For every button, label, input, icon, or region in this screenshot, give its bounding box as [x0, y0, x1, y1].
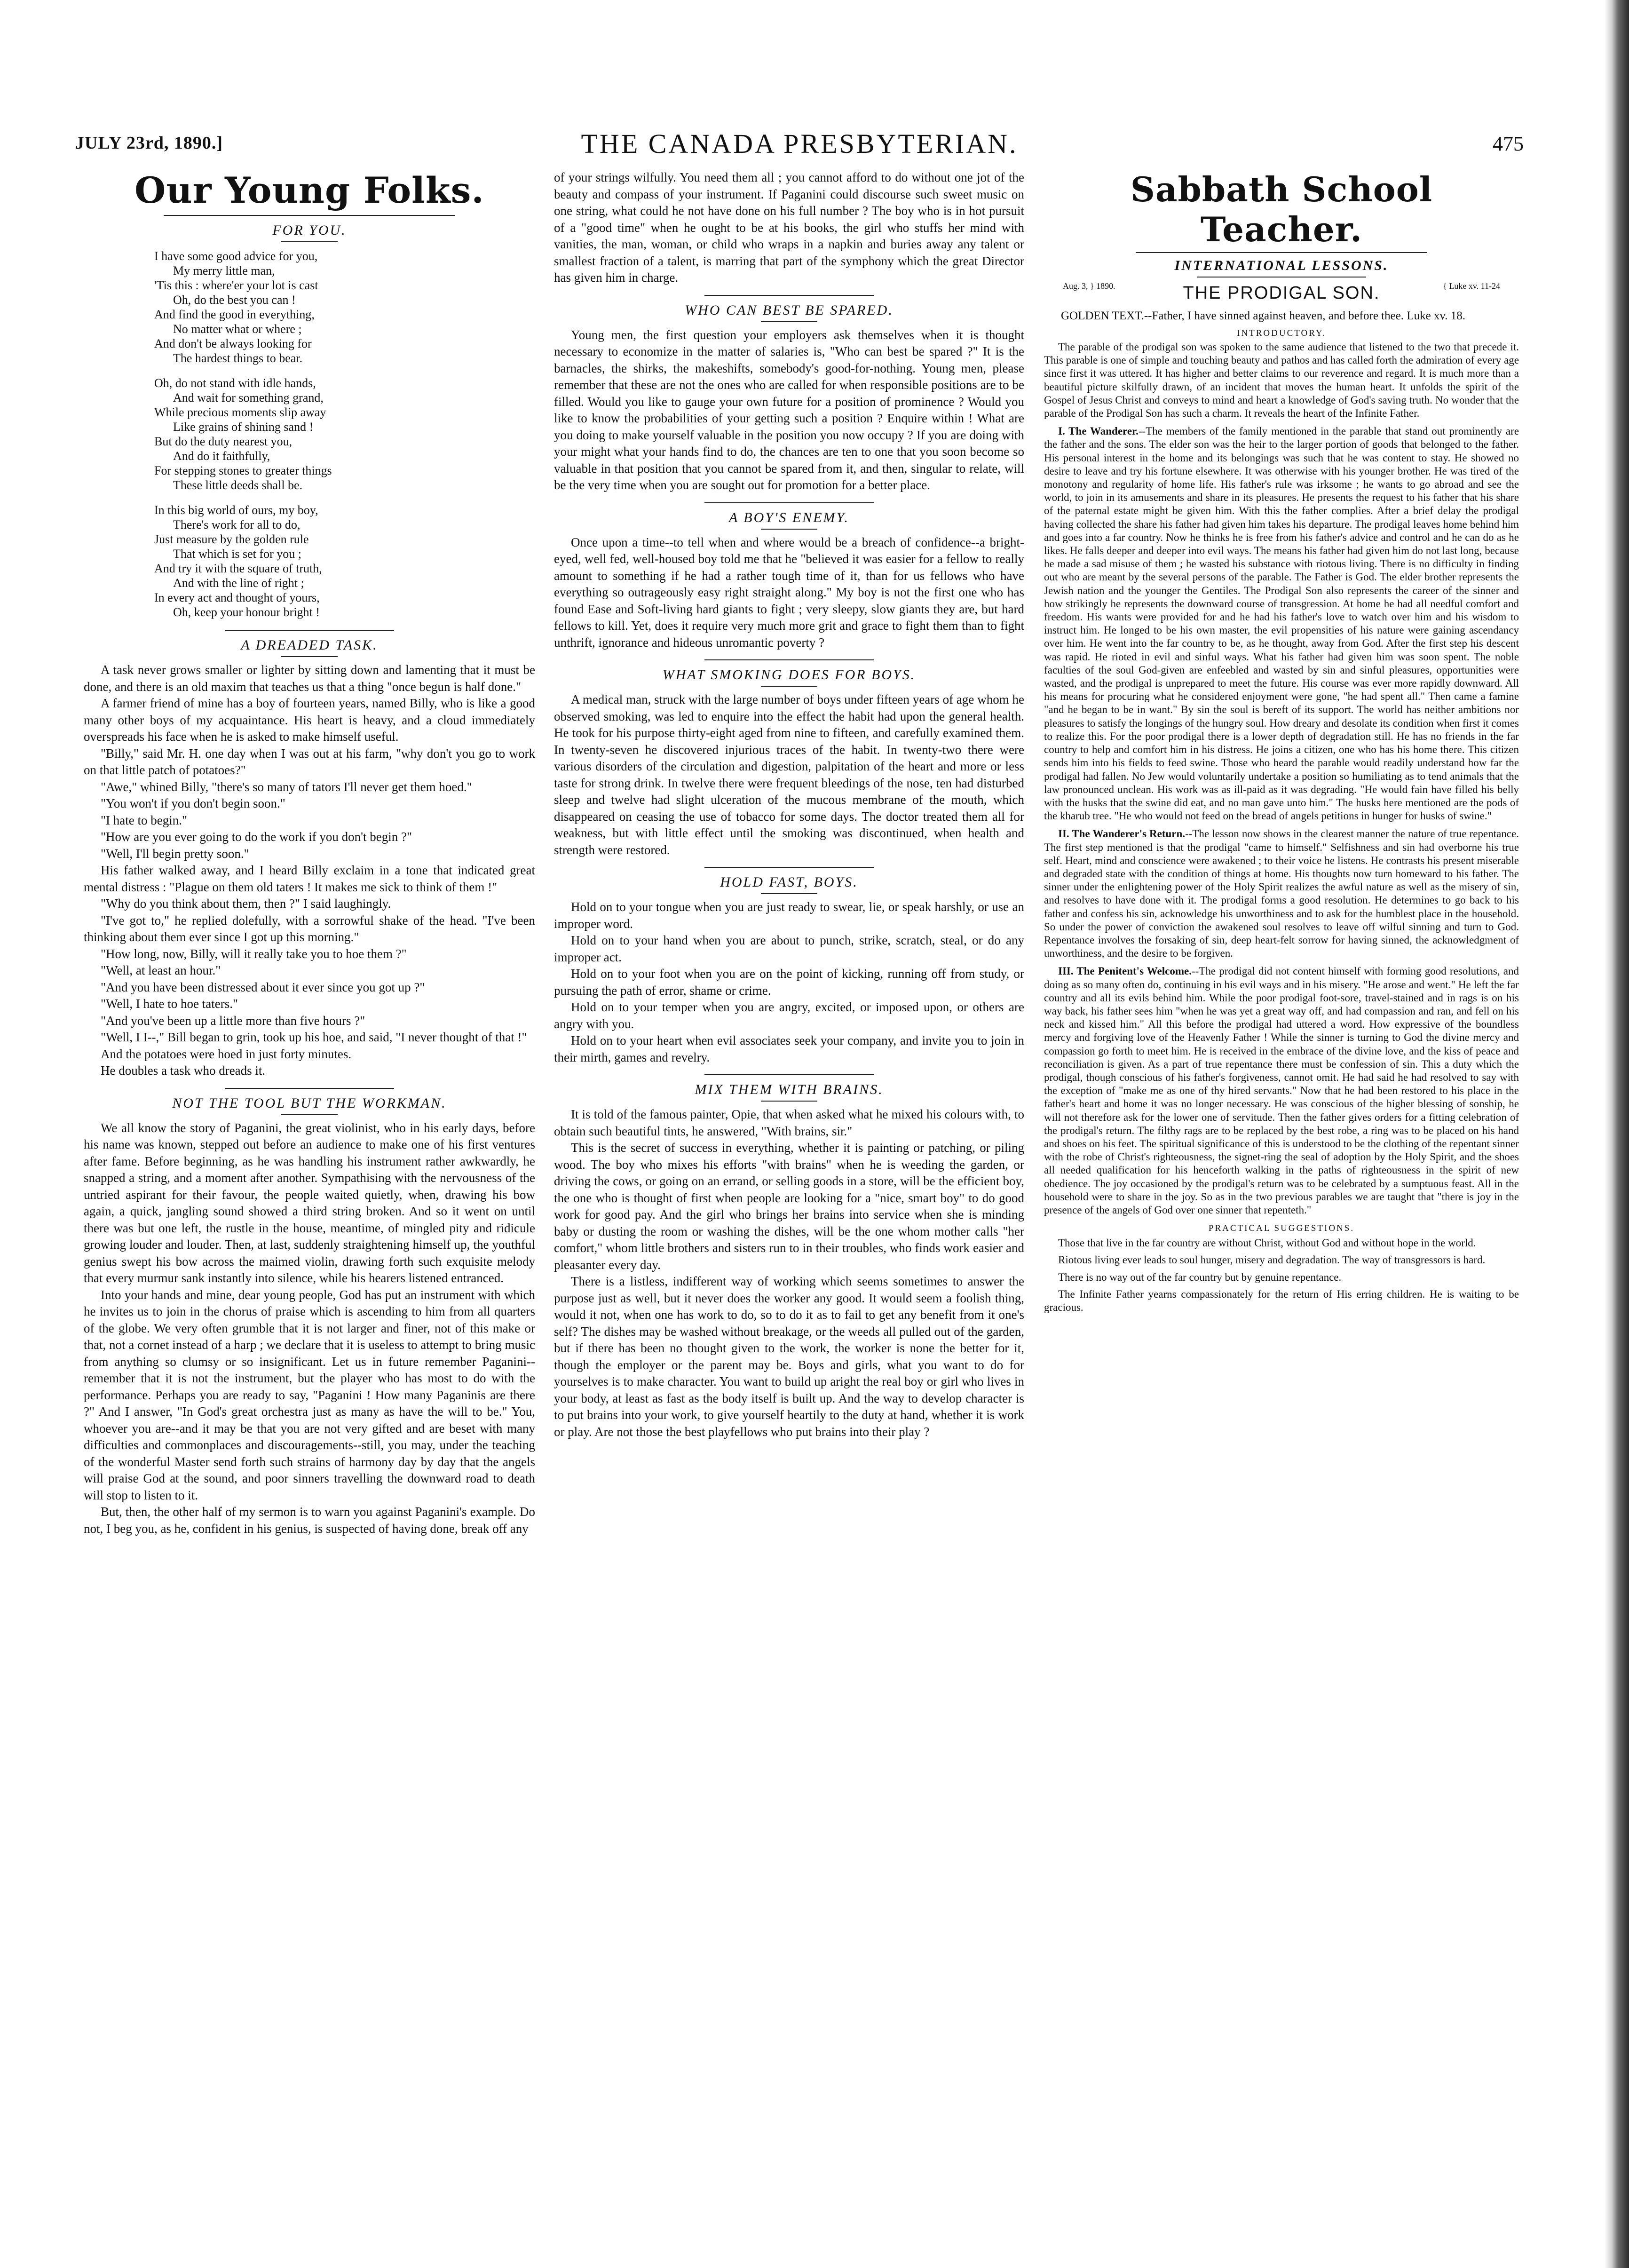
divider [1136, 252, 1427, 253]
paragraph: "I hate to begin." [101, 813, 187, 827]
poem-line: 'Tis this : where'er your lot is cast [154, 278, 318, 292]
poem-line: And don't be always looking for [154, 337, 312, 350]
paragraph: A medical man, struck with the large number of boys under fifteen years of age whom he observed smoking, was led to enquire into the effect the habit had upon the general health. He took for his purpose thirty-eight aged from nine to fifteen, and carefully examined them. In twenty-seven he discovered injurious traces of the habit. In twenty-two there were various disorders of the circulation and digestion, palpitation of the heart and more or less taste for strong drink. In twelve there were frequent bleedings of the nose, ten had disturbed sleep and twelve had slight ulceration of the mucous membrane of the mouth, which disappeared on ceasing the use of tobacco for some days. The doctor treated them all for weakness, but with little effect until the smoking was discontinued, when health and strength were restored. [554, 692, 1024, 857]
poem-line: While precious moments slip away [154, 405, 326, 419]
poem-line: Like grains of shining sand ! [173, 420, 314, 434]
poem-line: I have some good advice for you, [154, 249, 318, 263]
divider [761, 321, 817, 322]
divider [704, 295, 874, 296]
paragraph: "I've got to," he replied dolefully, with a sorrowful shake of the head. "I've been thinking about them ever since I got up this morning." [84, 913, 535, 944]
poem-line: And do it faithfully, [173, 449, 270, 463]
divider [704, 659, 874, 660]
paragraph: Into your hands and mine, dear young people, God has put an instrument with which he invites us to join in the chorus of praise which is ascending to him from all quarters of the globe. We very often grumble that it is not larger and finer, not of this make or that, not a cornet instead of a harp ; we declare that it is useless to attempt to bring music from anything so clumsy or so insignificant. Let us in future remember Paganini--remember that it is not the instrument, but the player who has most to do with the performance. Perhaps you are ready to say, "Paganini ! How many Paganinis are there ?" And I answer, "In God's great orchestra just as many as have the will to be." You, whoever you are--and it may be that you are not very gifted and are beset with many difficulties and commonplaces and discouragements--still, you may, under the teaching of the wonderful Master send forth such strains of harmony day by day that the angels will praise God at the sound, and poor sinners travelling the downward road to death will stop to listen to it. [84, 1287, 535, 1502]
paragraph: "Why do you think about them, then ?" I said laughingly. [101, 896, 391, 911]
golden-text: GOLDEN TEXT.--Father, I have sinned against heaven, and before thee. Luke xv. 18. [1061, 309, 1466, 322]
poem-line: No matter what or where ; [173, 322, 302, 336]
paragraph: There is a listless, indifferent way of working which seems sometimes to answer the purpose just as well, but it never does the worker any good. It would seem a foolish thing, would it not, when one has work to do, so to do it as to fail to get any benefit from it one's self? The dishes may be washed without breakage, or the weeds all pulled out of the garden, but if there has been no thought given to the work, the worker is none the better for it, though the employer or the parent may be. Boys and girls, what you want to do for yourselves is to make character. You want to build up aright the real boy or girl who lives in your body, at least as fast as the body itself is built up. And the way to develop character is to put brains into your work, to give yourself heartily to the duty at hand, whether it is work or play. Are not those the best playfellows who put brains into their play ? [554, 1274, 1024, 1439]
divider [164, 215, 455, 216]
article-title: HOLD FAST, BOYS. [720, 874, 858, 890]
poem-line: For stepping stones to greater things [154, 464, 332, 477]
paragraph: It is told of the famous painter, Opie, that when asked what he mixed his colours with, to obtain such beautiful tints, he answered, "With brains, sir." [554, 1107, 1024, 1138]
lesson-section-text: --The lesson now shows in the clearest manner the nature of true repentance. The first step mentioned is that the prodigal "came to himself." Selfishness and sin had overborne his true self. Heart, mind and conscience were awakened ; to their voice he listens. He contrasts his present miserable and degraded state with the condition of things at home. His thoughts now turn homeward to his father. The sinner under the enlightening power of the Holy Spirit realizes the awful nature as well as the misery of sin, and resolves to have done with it. The prodigal forms a good resolution. He determines to go back to his father and confess his sin, acknowledge his unworthiness and to ask for the humblest place in the household. So under the power of conviction the awakened soul resolves to leave off wilful sinning and turn to God. Repentance involves the forsaking of sin, deep heart-felt sorrow for having sinned, the acknowledgment of unworthiness, and the desire to be forgiven. [1044, 828, 1519, 960]
lesson-section [1044, 827, 1519, 960]
article-title: NOT THE TOOL BUT THE WORKMAN. [172, 1095, 447, 1111]
paragraph: "Well, I hate to hoe taters." [101, 997, 238, 1011]
divider [761, 893, 817, 894]
poem-title: FOR YOU. [272, 222, 347, 238]
divider [761, 686, 817, 687]
paragraph: The Infinite Father yearns compassionately for the return of His erring children. He is waiting to be gracious. [1044, 1288, 1519, 1314]
lesson-section [1044, 965, 1519, 1217]
lesson-section-text: --The prodigal did not content himself with forming good resolutions, and doing as so many often do, continuing in his evil ways and in his misery. "He arose and went." He left the far country and all its evils behind him. While the poor prodigal foot-sore, travel-stained and in rags is on his way back, his father sees him "when he was yet a great way off, and had compassion and ran, and fell on his neck and kissed him." All this before the prodigal had uttered a word. How expressive of the boundless mercy and forgiving love of the Heavenly Father ! While the sinner is turning to God the divine mercy and compassion go forth to meet him. He is received in the embrace of the divine love, and the kiss of peace and reconciliation is given. As a part of true repentance there must be confession of sin. This a duty which the prodigal, though conscious of his father's forgiveness, cannot omit. He had said he had resolved to say with the exception of "make me as one of thy hired servants." Now that he had been restored to his place in the father's heart and home it was no longer necessary. He was conscious of the higher blessing of sonship, he will not therefore ask for the lower one of servitude. Then the father gives orders for a fitting celebration of the prodigal's return. The filthy rags are to be replaced by the best robe, a ring was to be placed on his hand and shoes on his feet. The spiritual significance of this is understood to be the clothing of the repentant sinner with the robe of Christ's righteousness, the signet-ring the seal of adoption by the Holy Spirit, and the shoes all needed qualification for his henceforth walking in the paths of righteousness in the spirit of new obedience. The joy occasioned by the prodigal's return was to be celebrated by a sumptuous feast. All in the household were to share in the joy. So as in the two previous parables we are taught that "there is joy in the presence of the angels of God over one sinner that repenteth." [1044, 965, 1519, 1216]
paragraph: Hold on to your heart when evil associates seek your company, and invite you to join in their mirth, games and revelry. [554, 1033, 1024, 1064]
poem-line: But do the duty nearest you, [154, 435, 293, 448]
divider [704, 1074, 874, 1075]
poem-line: And wait for something grand, [173, 391, 324, 404]
paragraph: He doubles a task who dreads it. [101, 1063, 266, 1078]
paragraph: Hold on to your tongue when you are just ready to swear, lie, or speak harshly, or use an improper word. [554, 900, 1024, 931]
paragraph: Hold on to your temper when you are angry, excited, or imposed upon, or others are angry with you. [554, 1000, 1024, 1031]
article-title: WHO CAN BEST BE SPARED. [685, 302, 894, 318]
article-title: WHAT SMOKING DOES FOR BOYS. [662, 667, 916, 682]
paragraph: "Billy," said Mr. H. one day when I was out at his farm, "why don't you go to work on that little patch of potatoes?" [84, 746, 535, 777]
poem [154, 249, 535, 619]
poem-stanza-3 [154, 503, 535, 619]
article-title: A DREADED TASK. [241, 637, 378, 653]
paragraph: "And you have been distressed about it ever since you got up ?" [101, 980, 425, 994]
paragraph: But, then, the other half of my sermon is to warn you against Paganini's example. Do not, I beg you, as he, confident in his genius, is suspected of having done, break off any [84, 1505, 535, 1536]
newspaper-title: THE CANADA PRESBYTERIAN. [581, 128, 1018, 159]
lesson-section-heading: II. The Wanderer's Return. [1058, 828, 1186, 840]
paragraph: "You won't if you don't begin soon." [101, 796, 285, 810]
poem-stanza-1 [154, 249, 535, 365]
divider [281, 656, 338, 657]
divider [704, 502, 874, 503]
paragraph: Once upon a time--to tell when and where would be a breach of confidence--a bright-eyed, well fed, well-housed boy told me that he "believed it was easier for a fellow to really amount to something if he had a rather tough time of it, than for us fellows who have everything so outrageously easy right straight along." My boy is not the first one who has found Ease and Soft-living hard giants to fight ; very sleepy, slow giants they are, but hard fellows to kill. Yet, does it require very much more grit and grace to fight them than to fight unthrift, ignorance and hideous unromantic poverty ? [554, 535, 1024, 650]
lesson-reference: { Luke xv. 11-24 [1443, 281, 1500, 291]
poem-line: In every act and thought of yours, [154, 591, 320, 604]
poem-line: And find the good in everything, [154, 308, 315, 321]
poem-line: These little deeds shall be. [173, 478, 303, 492]
paragraph: We all know the story of Paganini, the great violinist, who in his early days, before his name was known, stepped out before an audience to make one of his first ventures after fame. Before beginning, as he was handling his instrument rather awkwardly, he snapped a string, and a moment after another. Sympathising with the nervousness of the untried aspirant for their favour, the people waited quietly, when, drawing his bow again, a quick, jangling sound showed a third string broken. And so it went on until there was but one left, the rustle in the house, meantime, of mingled pity and ridicule growing louder and louder. Then, at last, suddenly straightening himself up, the youthful genius swept his bow across the maimed violin, drawing forth such exquisite melody that every murmur sank instantly into silence, while his hearers listened entranced. [84, 1120, 535, 1285]
divider [281, 1114, 338, 1115]
lesson-date: Aug. 3, } 1890. [1063, 281, 1115, 291]
poem-line: Just measure by the golden rule [154, 532, 309, 546]
poem-line: And with the line of right ; [173, 576, 304, 590]
poem-line: My merry little man, [173, 264, 275, 278]
paragraph: "How are you ever going to do the work if you don't begin ?" [101, 830, 412, 844]
lesson-title: THE PRODIGAL SON. [1183, 283, 1380, 303]
paragraph: This is the secret of success in everything, whether it is painting or patching, or piling wood. The boy who mixes his efforts "with brains" when he is weeding the garden, or driving the cows, or going on an errand, or selling goods in a store, will be the efficient boy, the one who is thought of first when people are looking for a "nice, smart boy" to do good work for good pay. And the girl who brings her brains into service when she is minding baby or dusting the room or washing the dishes, will be the one whom mother calls "her comfort," whom little brothers and sisters run to in their troubles, who finds work easier and pleasanter every day. [554, 1141, 1024, 1272]
issue-date: JULY 23rd, 1890.] [75, 133, 223, 153]
paragraph: "Awe," whined Billy, "there's so many of tators I'll never get them hoed." [101, 779, 472, 794]
section-heading-young-folks: Our Young Folks. [134, 169, 484, 211]
paragraph: "Well, at least an hour." [101, 963, 221, 977]
paragraph: The parable of the prodigal son was spoken to the same audience that listened to the two that precede it. This parable is one of simple and touching beauty and pathos and has called forth the admiration of every age since first it was uttered. It has higher and better claims to our reverence and regard. It is much more than a beautiful picture skilfully drawn, of an incident that moves the human heart. It unfolds the spirit of the Gospel of Jesus Christ and conveys to mind and heart a knowledge of God's saving truth. No wonder that the parable of the Prodigal Son has such a charm. It reveals the heart of the Infinite Father. [1044, 341, 1519, 420]
column-3 [1044, 169, 1519, 2239]
section-heading-sabbath-school: Sabbath School Teacher. [1130, 169, 1433, 249]
lesson-section-text: --The members of the family mentioned in the parable that stand out prominently are the father and the sons. The elder son was the heir to the larger portion of goods that belonged to the father. His personal interest in the home and its belongings was such that he was content to stay. He showed no desire to leave and try his fortune elsewhere. It was otherwise with his younger brother. He was tired of the monotony and regularity of home life. His father's rule was irksome ; he wants to go abroad and see the world, to join in its amusements and share in its pleasures. He presents the request to his father that his share of the paternal estate might be given him. With this the father complies. After a brief delay the prodigal having collected the share his father had given him takes his departure. The prodigal leaves home behind him and goes into a far country. Now he thinks he is free from his father's advice and control and he can do as he likes. He falls deeper and deeper into evil ways. The means his father had given him do not last long, because he made a sad misuse of them ; he wasted his substance with riotous living. There is no difficulty in finding out who are meant by the several persons of the parable. The Father is God. The elder brother represents the Jewish nation and the younger the Gentiles. The Prodigal Son also represents the career of the sinner and how strikingly he represents the downward course of transgression. At home he had all needful comfort and freedom. His wants were provided for and he had his father's love to watch over him and his wisdom to instruct him. He longed to be his own master, the evil propensities of his nature were gaining ascendancy over him. He went into the far country to be, as he thought, away from God. After the first step his descent was rapid. He rioted in evil and sinful ways. What his father had given him was soon spent. The noble faculties of the soul God-given are enfeebled and wasted by sin and sinful pleasures, opportunities were wasted, and the prodigal is unprepared to meet the future. His course was ever more rapidly downward. All his means for procuring what he considered enjoyment were gone, "he had spent all." Then came a famine "and he began to be in want." By sin the soul is bereft of its support. The world has neither ambitions nor pleasures to satisfy the longings of the hungry soul. How dreary and desolate its condition when first it comes to realize this. For the poor prodigal there is a lower depth of degradation still. He has no friends in the far country to help and comfort him in his distress. He joins a citizen, one who has his home there. This citizen sends him into his fields to feed swine. Those who heard the parable would readily understand how far the prodigal had fallen. No Jew would voluntarily undertake a position so humiliating as to tend animals that the law pronounced unclean. His work was as ill-paid as it was degrading. "He would fain have filled his belly with the husks that the swine did eat, and no man gave unto him." The husks here mentioned are the pods of the kharub tree. "He who would not feed on the bread of angels petitions in hunger for husks of swine." [1044, 425, 1519, 822]
article-tool-workman [84, 1120, 535, 1538]
divider [225, 630, 394, 631]
paragraph: A task never grows smaller or lighter by sitting down and lamenting that it must be done, and there is an old maxim that teaches us that a thing "once begun is half done." [84, 663, 535, 694]
lesson-header [1044, 280, 1519, 309]
lesson-section-heading: I. The Wanderer. [1058, 425, 1139, 437]
masthead [75, 128, 1524, 161]
paragraph: Young men, the first question your employers ask themselves when it is thought necessary to economize in the matter of salaries is, "Who can best be spared ?" It is the barnacles, the shirks, the makeshifts, somebody's good-for-nothing. Young men, please remember that these are not the ones who are called for when responsible positions are to be filled. Would you like to gauge your own future for a position of prominence ? Would you like to know the probabilities of your getting such a position ? Enquire within ! What are you doing to make yourself valuable in the position you now occupy ? If you are doing with your might what your hands find to do, the chances are ten to one that you soon become so valuable in that position that you cannot be spared from it, and then, singular to relate, will be the very time when you are sought out for promotion for a better place. [554, 327, 1024, 492]
poem-line: Oh, do the best you can ! [173, 293, 296, 307]
divider [761, 529, 817, 530]
column-2 [554, 169, 1024, 2239]
poem-line: The hardest things to bear. [173, 351, 303, 365]
poem-line: And try it with the square of truth, [154, 562, 322, 575]
paragraph: A farmer friend of mine has a boy of fourteen years, named Billy, who is like a good many other boys of my acquaintance. His heart is heavy, and a cloud immediately overspreads his face when he is asked to make himself useful. [84, 696, 535, 744]
divider [761, 1101, 817, 1102]
paragraph: "How long, now, Billy, will it really take you to hoe them ?" [101, 946, 407, 961]
paragraph: "Well, I I--," Bill began to grin, took up his hoe, and said, "I never thought of that !" [101, 1030, 527, 1044]
poem-line: There's work for all to do, [173, 518, 300, 531]
paragraph: "Well, I'll begin pretty soon." [101, 846, 249, 861]
paragraph: Those that live in the far country are without Christ, without God and without hope in the world. [1058, 1237, 1476, 1249]
column-1 [84, 169, 535, 2239]
article-dreaded-task [84, 662, 535, 1079]
lesson-section-heading: III. The Penitent's Welcome. [1058, 965, 1192, 977]
paragraph: Hold on to your foot when you are on the point of kicking, running off from study, or pursuing the path of error, shame or crime. [554, 967, 1024, 998]
paragraph: And the potatoes were hoed in just forty minutes. [101, 1047, 352, 1061]
introductory-heading: INTRODUCTORY. [1237, 328, 1326, 338]
paragraph: "And you've been up a little more than five hours ?" [101, 1013, 365, 1028]
paragraph: His father walked away, and I heard Billy exclaim in a tone that indicated great mental distress : "Plague on them old taters ! It makes me sick to think of them !" [84, 863, 535, 894]
divider [704, 867, 874, 868]
poem-line: Oh, keep your honour bright ! [173, 605, 320, 619]
lesson-section [1044, 425, 1519, 823]
page-binding-edge [1605, 0, 1629, 2268]
practical-heading: PRACTICAL SUGGESTIONS. [1208, 1223, 1355, 1234]
paragraph: of your strings wilfully. You need them all ; you cannot afford to do without one jot of the beauty and compass of your instrument. If Paganini could discourse such sweet music on one string, what could he not have done on his full number ? The boy who is in hot pursuit of a "good time" when he ought to be at his books, the girl who stuffs her mind with vanities, the man, woman, or child who wraps in a napkin and buries away any talent or smallest fraction of a talent, is marring that part of the symphony which the great Director has given him in charge. [554, 170, 1024, 285]
paragraph: Riotous living ever leads to soul hunger, misery and degradation. The way of transgressors is hard. [1058, 1254, 1486, 1266]
poem-line: That which is set for you ; [173, 547, 301, 561]
divider [225, 1088, 394, 1089]
paragraph: Hold on to your hand when you are about to punch, strike, scratch, steal, or do any improper act. [554, 933, 1024, 964]
article-title: MIX THEM WITH BRAINS. [695, 1082, 884, 1097]
poem-line: In this big world of ours, my boy, [154, 503, 318, 517]
poem-stanza-2 [154, 376, 535, 492]
divider [281, 241, 338, 242]
page-number: 475 [1493, 132, 1524, 155]
poem-line: Oh, do not stand with idle hands, [154, 376, 316, 390]
lessons-subheading: INTERNATIONAL LESSONS. [1174, 258, 1389, 273]
article-title: A BOY'S ENEMY. [729, 509, 849, 525]
paragraph: There is no way out of the far country but by genuine repentance. [1058, 1271, 1342, 1283]
divider [1197, 277, 1366, 278]
